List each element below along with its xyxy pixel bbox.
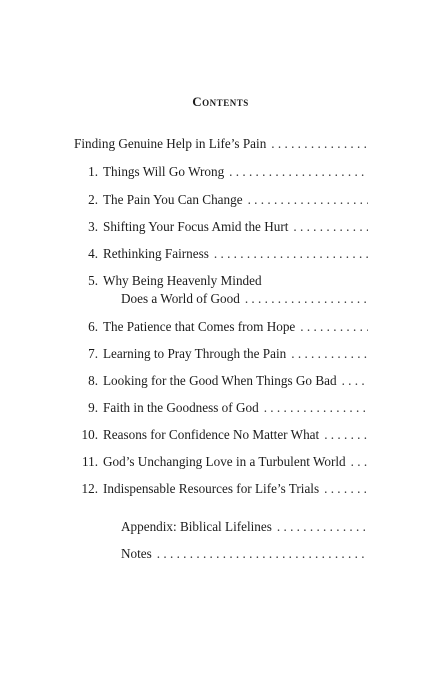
entry-title: Learning to Pray Through the Pain	[103, 346, 287, 361]
entry-title-line1: Why Being Heavenly Minded	[103, 273, 262, 288]
entry-title: Finding Genuine Help in Life’s Pain	[74, 136, 267, 151]
entry-number: 5.	[88, 273, 98, 288]
dot-leader	[324, 427, 368, 443]
entry-number: 7.	[88, 346, 98, 361]
dot-leader	[264, 400, 368, 416]
entry-title: Shifting Your Focus Amid the Hurt	[103, 219, 289, 234]
entry-title: Rethinking Fairness	[103, 246, 209, 261]
dot-leader	[300, 319, 368, 335]
entry-number: 11.	[82, 454, 98, 469]
entry-title: Looking for the Good When Things Go Bad	[103, 373, 337, 388]
entry-title: Reasons for Confidence No Matter What	[103, 427, 320, 442]
entry-title: The Patience that Comes from Hope	[103, 319, 296, 334]
entry-number: 12.	[81, 481, 98, 496]
dot-leader	[248, 192, 368, 208]
dot-leader	[245, 291, 368, 307]
dot-leader	[291, 346, 368, 362]
dot-leader	[342, 373, 368, 389]
dot-leader	[229, 164, 368, 180]
entry-title: The Pain You Can Change	[103, 192, 243, 207]
dot-leader	[214, 246, 368, 262]
entry-title: Things Will Go Wrong	[103, 164, 225, 179]
entry-number: 4.	[88, 246, 98, 261]
entry-title: Does a World of Good	[121, 291, 240, 306]
entry-title: Faith in the Goodness of God	[103, 400, 259, 415]
entry-title: God’s Unchanging Love in a Turbulent World	[103, 454, 346, 469]
entry-number: 9.	[88, 400, 98, 415]
dot-leader	[271, 136, 368, 152]
entry-number: 8.	[88, 373, 98, 388]
entry-number: 2.	[88, 192, 98, 207]
entry-title: Appendix: Biblical Lifelines	[121, 519, 272, 534]
entry-number: 3.	[88, 219, 98, 234]
dot-leader	[351, 454, 368, 470]
dot-leader	[277, 519, 368, 535]
dot-leader	[157, 546, 368, 562]
entry-title: Indispensable Resources for Life’s Trials	[103, 481, 320, 496]
entry-number: 1.	[88, 164, 98, 179]
dot-leader	[324, 481, 368, 497]
entry-number: 10.	[81, 427, 98, 442]
entry-number: 6.	[88, 319, 98, 334]
entry-title: Notes	[121, 546, 152, 561]
contents-heading: Contents	[192, 94, 249, 109]
dot-leader	[293, 219, 368, 235]
